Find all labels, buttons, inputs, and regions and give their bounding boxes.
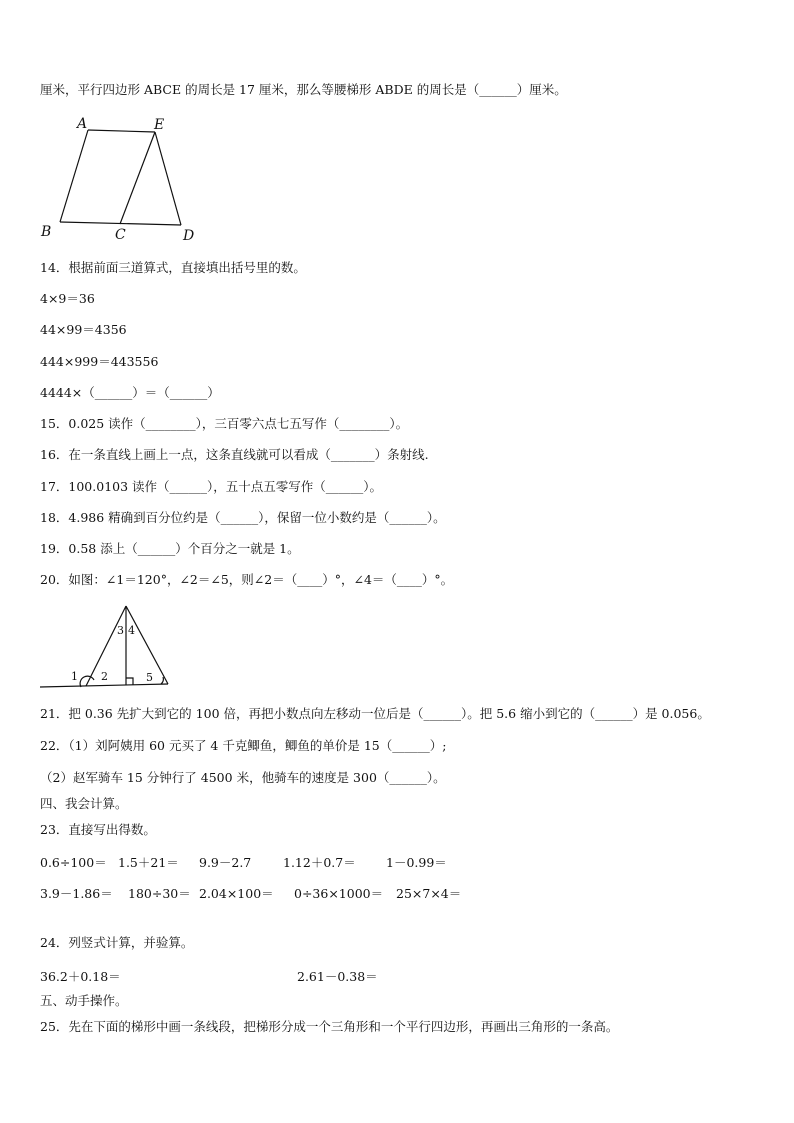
angle-5-label: 5 (146, 671, 153, 684)
calc-item: 25×7×4＝ (396, 886, 462, 901)
calc-item: 180÷30＝ (128, 886, 191, 901)
edge-ab (60, 130, 88, 222)
label-b: B (41, 224, 52, 240)
angle-1-label: 1 (71, 670, 78, 683)
calc-item: 1.5＋21＝ (118, 855, 179, 870)
q22a: 22．（1）刘阿姨用 60 元买了 4 千克鲫鱼，鲫鱼的单价是 15（______）; (40, 738, 447, 753)
section-4-heading: 四、我会计算。 (40, 796, 128, 811)
angle-3-label: 3 (117, 624, 124, 637)
edge-ec (120, 132, 155, 224)
q20: 20．如图：∠1＝120°，∠2＝∠5，则∠2＝（____）°，∠4＝（____）°。 (40, 572, 454, 587)
edge-ed (155, 132, 181, 225)
q21: 21．把 0.36 先扩大到它的 100 倍，再把小数点向左移动一位后是（______）。把 5.6 缩小到它的（______）是 0.056。 (40, 706, 710, 721)
q19: 19．0.58 添上（______）个百分之一就是 1。 (40, 541, 300, 556)
intro-line: 厘米，平行四边形 ABCE 的周长是 17 厘米，那么等腰梯形 ABDE 的周长是（______）厘米。 (40, 82, 567, 97)
calc-item: 2.04×100＝ (199, 886, 274, 901)
section-5-heading: 五、动手操作。 (40, 993, 128, 1008)
q14-title: 14．根据前面三道算式，直接填出括号里的数。 (40, 260, 306, 275)
angle-5-arc (161, 677, 163, 684)
q17: 17．100.0103 读作（______），五十点五零写作（______）。 (40, 479, 383, 494)
q18: 18．4.986 精确到百分位约是（______），保留一位小数约是（______）。 (40, 510, 446, 525)
calc-item: 9.9－2.7 (199, 855, 252, 870)
base-line (40, 684, 168, 687)
label-e: E (154, 117, 165, 133)
calc-item: 1.12＋0.7＝ (283, 855, 356, 870)
edge-ae (88, 130, 155, 132)
calc-item: 0÷36×1000＝ (294, 886, 384, 901)
angle-2-label: 2 (101, 670, 108, 683)
calc-item: 3.9－1.86＝ (40, 886, 113, 901)
q24-row (40, 967, 760, 983)
calc-item: 2.61－0.38＝ (297, 969, 378, 984)
q25: 25．先在下面的梯形中画一条线段，把梯形分成一个三角形和一个平行四边形，再画出三角形的一条高。 (40, 1019, 619, 1034)
q22b: （2）赵军骑车 15 分钟行了 4500 米，他骑车的速度是 300（______）。 (40, 770, 446, 785)
angle-4-label: 4 (128, 624, 135, 637)
q15: 15．0.025 读作（________），三百零六点七五写作（________）。 (40, 416, 409, 431)
q14-line-1: 4×9＝36 (40, 291, 95, 306)
calc-item: 0.6÷100＝ (40, 855, 107, 870)
q23-row-2 (40, 884, 760, 900)
angle-figure (38, 600, 178, 692)
calc-item: 1－0.99＝ (386, 855, 447, 870)
trapezoid-figure (30, 108, 210, 248)
q14-line-3: 444×999＝443556 (40, 354, 159, 369)
calc-item: 36.2＋0.18＝ (40, 969, 121, 984)
label-d: D (183, 228, 195, 244)
q23-row-1 (40, 853, 760, 869)
label-a: A (77, 116, 88, 132)
right-angle-mark (126, 678, 133, 685)
label-c: C (115, 227, 126, 243)
q14-line-4: 4444×（______）＝（______） (40, 385, 220, 400)
q24-title: 24．列竖式计算，并验算。 (40, 935, 194, 950)
q23-title: 23．直接写出得数。 (40, 822, 156, 837)
q16: 16．在一条直线上画上一点，这条直线就可以看成（_______）条射线. (40, 447, 429, 462)
q14-line-2: 44×99＝4356 (40, 322, 127, 337)
